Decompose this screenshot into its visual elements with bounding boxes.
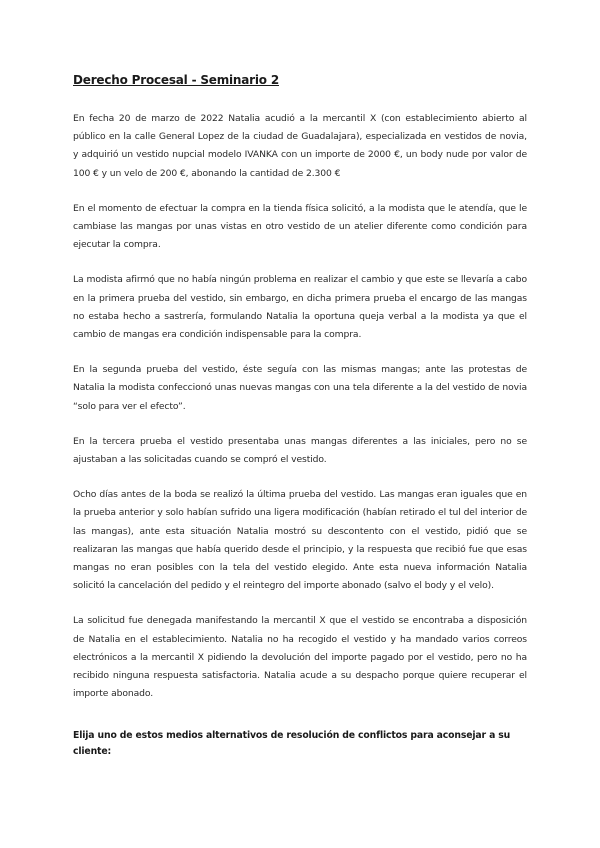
paragraph-sleeve-request: En el momento de efectuar la compra en la tienda física solicitó, a la modista que le atendía, que le cambiase las mangas por unas vistas en otro vestido de un atelier diferente como condición para ejecutar la compra. bbox=[73, 202, 527, 251]
paragraph-first-fitting: La modista afirmó que no había ningún problema en realizar el cambio y que este se llevaría a cabo en la primera prueba del vestido, sin embargo, en dicha primera prueba el encargo de las mangas no estaba hecho a sastrería, formulando Natalia la oportuna queja verbal a la modista ya que el cambio de mangas era condición indispensable para la compra. bbox=[73, 274, 527, 341]
paragraph-second-fitting: En la segunda prueba del vestido, éste seguía con las mismas mangas; ante las protestas de Natalia la modista confeccionó unas nuevas mangas con una tela diferente a la del vestido de novia “solo para ver el efecto”. bbox=[73, 364, 527, 412]
assignment-question: Elija uno de estos medios alternativos de resolución de conflictos para aconsejar a su cliente: bbox=[73, 730, 511, 757]
document-title: Derecho Procesal - Seminario 2 bbox=[73, 73, 279, 87]
document-body bbox=[73, 71, 527, 720]
paragraph-final-fitting: Ocho días antes de la boda se realizó la última prueba del vestido. Las mangas eran iguales que en la prueba anterior y solo habían sufrido una ligera modificación (habían retirado el tul del interior de las mangas), ante esta situación Natalia mostró su descontento con el vestido, pidió que se realizaran las mangas que había querido desde el principio, y la respuesta que recibió fue que esas mangas no eran posibles con la tela del vestido elegido. Ante esta nueva información Natalia solicitó la cancelación del pedido y el reintegro del importe abonado (salvo el body y el velo). bbox=[73, 489, 527, 592]
paragraph-purchase-facts: En fecha 20 de marzo de 2022 Natalia acudió a la mercantil X (con establecimiento abierto al público en la calle General Lopez de la ciudad de Guadalajara), especializada en vestidos de novia, y adquirió un vestido nupcial modelo IVANKA con un importe de 2000 €, un body nude por valor de 100 € y un velo de 200 €, abonando la cantidad de 2.300 € bbox=[73, 113, 527, 179]
paragraph-third-fitting: En la tercera prueba el vestido presentaba unas mangas diferentes a las iniciales, pero no se ajustaban a las solicitadas cuando se compró el vestido. bbox=[73, 435, 527, 466]
paragraph-refund-denied: La solicitud fue denegada manifestando la mercantil X que el vestido se encontraba a disposición de Natalia en el establecimiento. Natalia no ha recogido el vestido y ha mandado varios correos electrónicos a la mercantil X pidiendo la devolución del importe pagado por el vestido, pero no ha recibido ninguna respuesta satisfactoria. Natalia acude a su despacho porque quiere recuperar el importe abonado. bbox=[73, 615, 527, 700]
